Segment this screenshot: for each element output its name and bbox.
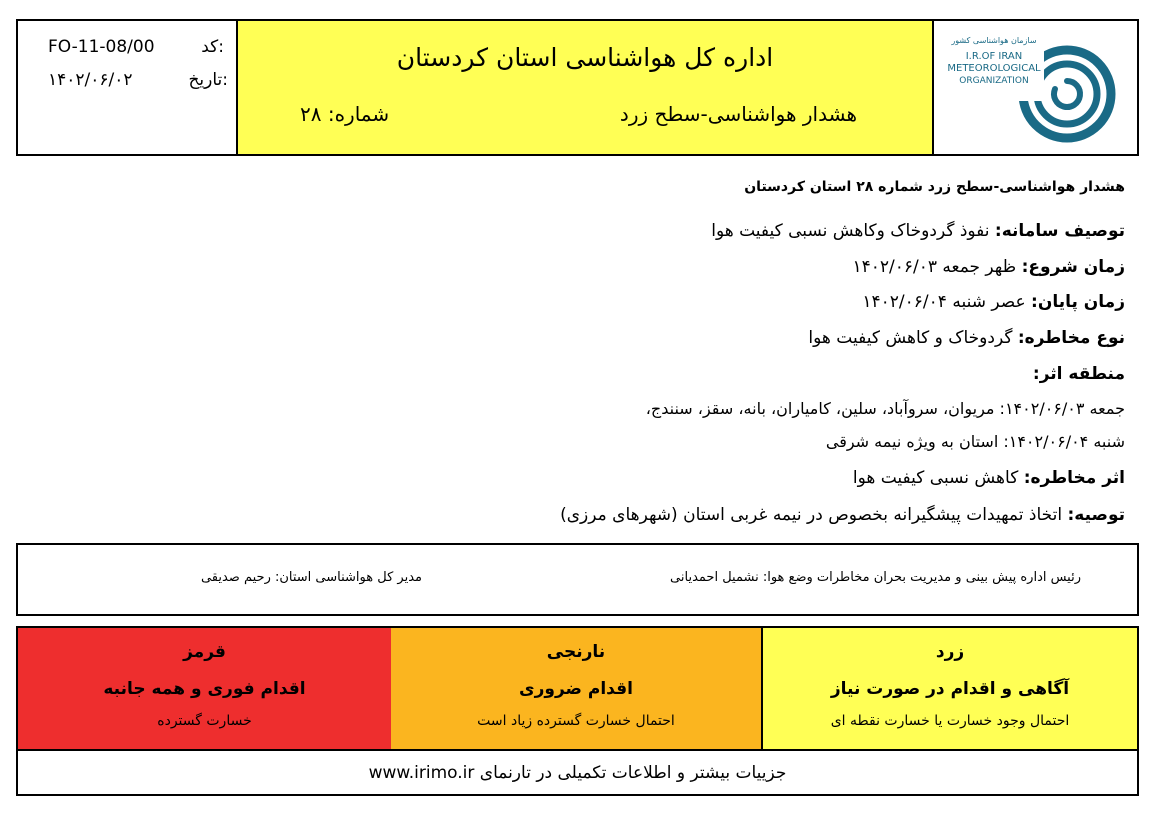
logo-text-en-2: METEOROLOGICAL xyxy=(947,63,1041,74)
warning-heading: هشدار هواشناسی-سطح زرد شماره ۲۸ استان کردستان xyxy=(744,179,1125,195)
code-value: FO-11-08/00 xyxy=(48,37,155,57)
title-banner xyxy=(236,19,934,156)
logo-text-en-3: ORGANIZATION xyxy=(959,76,1029,86)
date-label: تاریخ: xyxy=(188,70,228,90)
warning-level-title: هشدار هواشناسی-سطح زرد xyxy=(619,102,857,126)
hazard-effect-value: کاهش نسبی کیفیت هوا xyxy=(852,468,1019,488)
level-red-desc: خسارت گسترده xyxy=(157,713,252,729)
affected-area-saturday: شنبه ۱۴۰۲/۰۶/۰۴: استان به ویژه نیمه شرقی xyxy=(825,432,1125,451)
affected-area-label: منطقه اثر: xyxy=(1032,364,1125,384)
warning-number: شماره: ۲۸ xyxy=(300,102,390,126)
advice-label: توصیه: xyxy=(1067,505,1125,525)
forecast-head-signature: رئیس اداره پیش بینی و مدیریت بحران مخاطرات وضع هوا: نشمیل احمدیانی xyxy=(670,570,1081,585)
level-yellow-name: زرد xyxy=(935,642,965,662)
start-time-label: زمان شروع: xyxy=(1021,257,1125,277)
page-title: اداره کل هواشناسی استان کردستان xyxy=(396,43,774,72)
end-time-label: زمان پایان: xyxy=(1031,292,1125,312)
logo-text-fa: سازمان هواشناسی کشور xyxy=(951,36,1037,45)
level-red xyxy=(18,628,391,749)
hazard-type-label: نوع مخاطره: xyxy=(1017,328,1125,348)
start-time-line xyxy=(852,257,1125,277)
logo-text-en-1: I.R.OF IRAN xyxy=(965,51,1023,62)
level-orange xyxy=(389,628,763,749)
level-orange-name: نارنجی xyxy=(546,642,606,662)
document-code-box xyxy=(16,19,238,156)
footer-website-note: جزییات بیشتر و اطلاعات تکمیلی در تارنمای www.irimo.ir xyxy=(18,749,1137,798)
level-red-name: قرمز xyxy=(183,642,226,662)
system-description-line xyxy=(711,221,1125,241)
hazard-type-value: گردوخاک و کاهش کیفیت هوا xyxy=(808,328,1013,348)
level-red-action: اقدام فوری و همه جانبه xyxy=(103,679,306,699)
advice-value: اتخاذ تمهیدات پیشگیرانه بخصوص در نیمه غربی استان (شهرهای مرزی) xyxy=(560,505,1063,525)
level-yellow xyxy=(763,628,1137,749)
system-description-label: توصیف سامانه: xyxy=(994,221,1125,241)
end-time-value: عصر شنبه ۱۴۰۲/۰۶/۰۴ xyxy=(862,292,1026,312)
hazard-type-line xyxy=(808,328,1125,348)
hazard-effect-label: اثر مخاطره: xyxy=(1023,468,1125,488)
affected-area-line xyxy=(1033,364,1125,384)
start-time-value: ظهر جمعه ۱۴۰۲/۰۶/۰۳ xyxy=(852,257,1017,277)
advice-line xyxy=(560,505,1125,525)
level-orange-desc: احتمال خسارت گسترده زیاد است xyxy=(477,713,675,729)
warning-levels-table xyxy=(16,626,1139,796)
level-orange-action: اقدام ضروری xyxy=(519,679,633,699)
end-time-line xyxy=(862,292,1125,312)
signature-box xyxy=(16,543,1139,616)
code-label: کد: xyxy=(201,37,224,57)
level-yellow-action: آگاهی و اقدام در صورت نیاز xyxy=(830,679,1070,699)
hazard-effect-line xyxy=(853,468,1125,488)
director-signature: مدیر کل هواشناسی استان: رحیم صدیقی xyxy=(200,570,422,585)
meteorological-organization-logo xyxy=(934,21,1135,154)
affected-area-friday: جمعه ۱۴۰۲/۰۶/۰۳: مریوان، سروآباد، سلین، کامیاران، بانه، سقز، سنندج، xyxy=(645,399,1125,418)
system-description-value: نفوذ گردوخاک وکاهش نسبی کیفیت هوا xyxy=(711,221,990,241)
level-yellow-desc: احتمال وجود خسارت یا خسارت نقطه ای xyxy=(830,713,1070,729)
logo-box xyxy=(934,19,1139,156)
date-value: ۱۴۰۲/۰۶/۰۲ xyxy=(48,70,133,90)
